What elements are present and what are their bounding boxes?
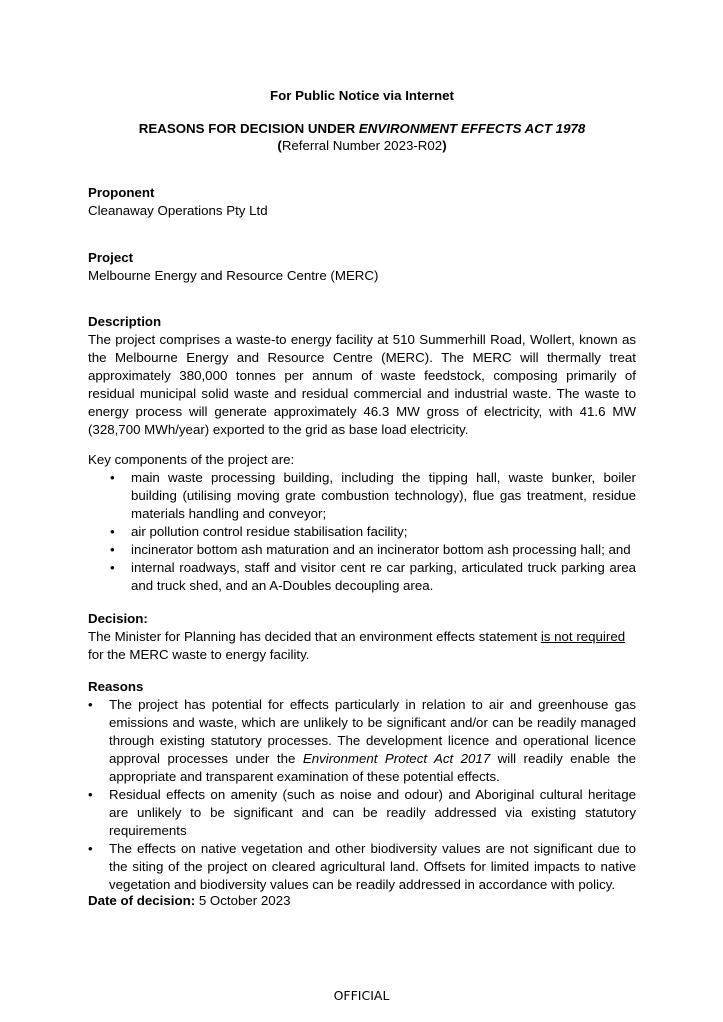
reason-act-reference: Environment Protect Act 2017: [302, 751, 491, 766]
decision-text-after: for the MERC waste to energy facility.: [88, 647, 310, 662]
bullet-icon: •: [110, 542, 115, 557]
date-value: 5 October 2023: [195, 893, 291, 908]
list-item: [88, 541, 636, 559]
proponent-value: Cleanaway Operations Pty Ltd: [88, 203, 268, 218]
project-value: Melbourne Energy and Resource Centre (MERC): [88, 268, 379, 283]
components-list: [88, 469, 636, 595]
bullet-icon: •: [110, 524, 115, 539]
notice-heading: For Public Notice via Internet: [270, 88, 454, 103]
reason-text: Residual effects on amenity (such as noise and odour) and Aboriginal cultural heritage are unlikely to be significant and can be readily addressed via existing statutory requirements: [109, 787, 636, 838]
decision-heading: Decision:: [88, 611, 148, 626]
reason-text-after: will readily enable the appropriate and transparent examination of these potential effects.: [109, 751, 636, 784]
referral-number: [88, 137, 636, 155]
list-item: [88, 786, 636, 840]
classification-footer: OFFICIAL: [333, 988, 390, 1003]
title-act: ENVIRONMENT EFFECTS ACT 1978: [358, 121, 586, 136]
referral-close-paren: ): [442, 138, 447, 153]
decision-outcome: is not required: [540, 629, 626, 644]
reason-text: The effects on native vegetation and other biodiversity values are not significant due to the siting of the project on cleared agricultural land. Offsets for limited impacts to native vegetation and biodiversity values can be readily addressed in accordance with policy.: [109, 841, 636, 892]
referral-open-paren: (: [277, 138, 282, 153]
key-components-section: [88, 451, 636, 595]
component-text: air pollution control residue stabilisation facility;: [131, 524, 408, 539]
proponent-section: [88, 184, 636, 220]
bullet-icon: •: [110, 470, 115, 485]
list-item: [88, 559, 636, 595]
list-item: [88, 696, 636, 786]
project-section: [88, 249, 636, 285]
date-label: Date of decision:: [88, 893, 196, 908]
component-text: internal roadways, staff and visitor cent re car parking, articulated truck parking area and truck shed, and an A-Doubles decoupling area.: [131, 560, 636, 593]
list-item: [88, 840, 636, 894]
decision-text: [88, 628, 636, 664]
component-text: main waste processing building, including the tipping hall, waste bunker, boiler building (utilising moving grate combustion technology), flue gas treatment, residue materials handling and conveyor;: [131, 470, 636, 521]
reasons-heading: Reasons: [88, 679, 144, 694]
description-section: [88, 313, 636, 439]
proponent-heading: Proponent: [88, 185, 155, 200]
components-intro: Key components of the project are:: [88, 452, 295, 467]
title-prefix: REASONS FOR DECISION UNDER: [138, 121, 359, 136]
document-title: [88, 120, 636, 138]
referral-text: Referral Number 2023-R02: [281, 138, 443, 153]
list-item: [88, 469, 636, 523]
project-heading: Project: [88, 250, 134, 265]
bullet-icon: •: [88, 841, 93, 856]
bullet-icon: •: [110, 560, 115, 575]
decision-section: [88, 610, 636, 664]
date-of-decision: [88, 892, 636, 910]
reason-text: The project has potential for effects particularly in relation to air and greenhouse gas emissions and waste, which are unlikely to be significant and/or can be readily managed through existing statutory processes. The development licence and operational licence approval processes under the: [109, 697, 636, 766]
list-item: [88, 523, 636, 541]
bullet-icon: •: [88, 787, 93, 802]
component-text: incinerator bottom ash maturation and an incinerator bottom ash processing hall; and: [131, 542, 631, 557]
bullet-icon: •: [88, 697, 93, 712]
description-heading: Description: [88, 314, 162, 329]
reasons-list: [88, 696, 636, 894]
reasons-section: [88, 678, 636, 894]
description-paragraph: The project comprises a waste-to energy facility at 510 Summerhill Road, Wollert, known as the Melbourne Energy and Resource Centre (MERC). The MERC will thermally treat approximately 380,000 tonnes per annum of waste feedstock, composing primarily of residual municipal solid waste and residual commercial and industrial waste. The waste to energy process will generate approximately 46.3 MW gross of electricity, with 41.6 MW (328,700 MWh/year) exported to the grid as base load electricity.: [88, 332, 636, 437]
decision-text-before: The Minister for Planning has decided that an environment effects statement: [88, 629, 541, 644]
